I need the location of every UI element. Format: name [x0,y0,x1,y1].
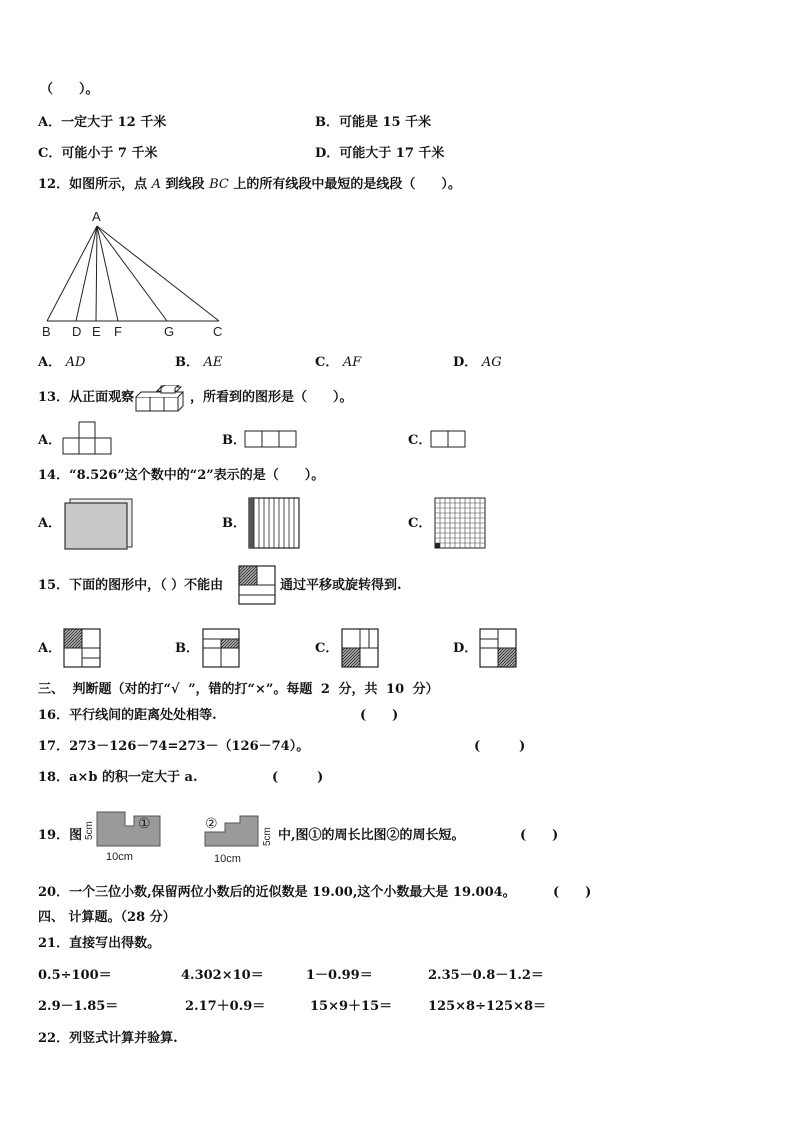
q13-option-c-shape[interactable] [428,428,468,450]
q19-figure-2 [200,806,280,866]
fig1-height-label: 5cm [84,821,95,840]
q15-option-b-label[interactable]: B． [175,641,199,656]
q14-option-b-label[interactable]: B． [222,516,246,531]
q13-text-after: ，所看到的图形是（ ）。 [190,390,353,405]
q12-text-after: 上的所有线段中最短的是线段（ ）。 [233,177,461,192]
label-a: A [92,209,101,224]
label-e: E [92,324,101,339]
q15-option-d-label[interactable]: D． [453,641,478,656]
q14-option-c-label[interactable]: C． [408,516,432,531]
q12-option-c[interactable]: C． AF [315,355,362,370]
q15-option-d-shape[interactable] [477,626,519,670]
q21-item-6: 2.17＋0.9＝ [185,999,266,1014]
q13-option-a-label[interactable]: A． [38,433,62,448]
q11-tail: （ ）。 [40,82,99,97]
fig1-marker: ① [138,815,151,831]
q21-item-1: 0.5÷100＝ [38,968,112,983]
q15-reference-shape [236,563,278,607]
q21-question: 21．直接写出得数。 [38,936,161,951]
q12-triangle-figure [36,206,236,341]
q12-question [38,177,461,193]
q11-option-d[interactable]: D．可能大于 17 千米 [315,146,445,161]
q11-option-b[interactable]: B．可能是 15 千米 [315,115,432,130]
fig1-width-label: 10cm [106,851,133,863]
q12-segment: BC [209,177,229,192]
q13-option-a-shape[interactable] [60,420,116,456]
q19-text-after: 中,图①的周长比图②的周长短。 [278,828,465,843]
label-d: D [72,324,82,339]
q15-option-b-shape[interactable] [200,626,242,670]
q21-item-4: 2.35－0.8－1.2＝ [428,968,544,983]
q21-item-2: 4.302×10＝ [181,968,264,983]
section-4-heading: 四、 计算题。（28 分） [38,910,176,925]
q12-option-a[interactable]: A． AD [38,355,86,370]
q13-cube-stack-figure [133,385,189,413]
q19-figure-1 [80,806,180,866]
q19-text-before: 19．图 [38,828,83,843]
q15-text-after: 通过平移或旋转得到. [280,578,402,593]
q17-question: 17．273－126－74=273－（126－74）。 [38,739,310,754]
q15-option-c-shape[interactable] [339,626,381,670]
q18-answer-blank[interactable]: ( ) [272,770,324,785]
q14-option-a-label[interactable]: A． [38,516,62,531]
q21-item-8: 125×8÷125×8＝ [428,999,547,1014]
q11-option-c[interactable]: C．可能小于 7 千米 [38,146,158,161]
section-3-heading: 三、 判断题（对的打“√ ”，错的打“×”。每题 2 分，共 10 分） [38,682,439,697]
q15-option-a-label[interactable]: A． [38,641,62,656]
q13-text-before: 13．从正面观察 [38,390,135,405]
q13-option-b-shape[interactable] [243,428,301,450]
q20-question: 20．一个三位小数,保留两位小数后的近似数是 19.00,这个小数最大是 19.004。 [38,885,516,900]
q15-text-before: 15．下面的图形中，（ ）不能由 [38,578,224,593]
q14-option-c-hundredths-grid[interactable] [432,495,488,551]
label-b: B [42,324,51,339]
q20-answer-blank[interactable]: ( ) [553,885,592,900]
q21-item-3: 1－0.99＝ [306,968,373,983]
q14-option-a-square[interactable] [62,497,136,551]
q12-point: A [151,177,162,192]
fig2-width-label: 10cm [214,853,241,865]
q18-question: 18．a×b 的积一定大于 a. [38,770,198,785]
q12-text-before: 12．如图所示，点 [38,177,148,192]
q14-question: 14．“8.526”这个数中的“2”表示的是（ ）。 [38,468,325,483]
q16-answer-blank[interactable]: ( ) [360,708,399,723]
q17-answer-blank[interactable]: ( ) [474,739,526,754]
label-g: G [164,324,175,339]
q12-text-mid: 到线段 [165,177,205,192]
q22-question: 22．列竖式计算并验算. [38,1031,178,1046]
q21-item-5: 2.9－1.85＝ [38,999,119,1014]
q12-option-b[interactable]: B． AE [175,355,223,370]
fig2-height-label: 5cm [262,827,273,846]
q16-question: 16．平行线间的距离处处相等. [38,708,217,723]
q15-option-a-shape[interactable] [61,626,103,670]
label-f: F [114,324,122,339]
label-c: C [213,324,223,339]
q13-option-b-label[interactable]: B． [222,433,246,448]
q15-option-c-label[interactable]: C． [315,641,339,656]
q19-answer-blank[interactable]: ( ) [520,828,559,843]
q12-option-d[interactable]: D． AG [453,355,502,370]
q21-item-7: 15×9＋15＝ [310,999,393,1014]
q14-option-b-tenths-grid[interactable] [246,495,302,551]
q13-option-c-label[interactable]: C． [408,433,432,448]
q11-option-a[interactable]: A．一定大于 12 千米 [38,115,167,130]
fig2-marker: ② [205,815,218,831]
